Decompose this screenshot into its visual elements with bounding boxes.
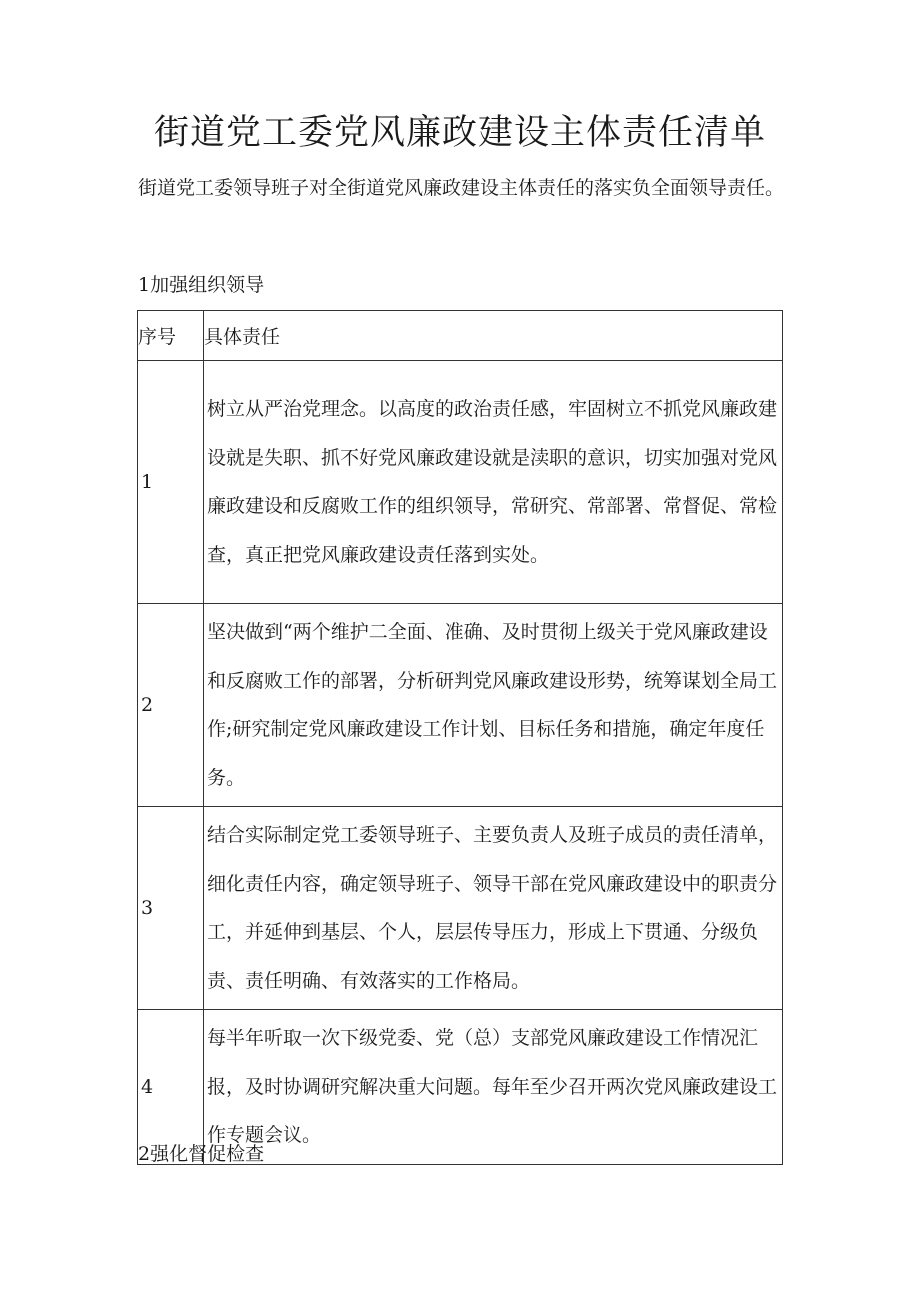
intro-paragraph: 街道党工委领导班子对全街道党风廉政建设主体责任的落实负全面领导责任。: [138, 177, 785, 199]
table-header-row: [138, 311, 783, 361]
row-text: 每半年听取一次下级党委、党（总）支部党风廉政建设工作情况汇报，及时协调研究解决重大问题。每年至少召开两次党风廉政建设工作专题会议。: [204, 1010, 783, 1165]
row-number: 3: [138, 807, 204, 1010]
row-number: 2: [138, 604, 204, 807]
table-row: [138, 361, 783, 604]
row-number: 4: [138, 1010, 204, 1165]
section-heading-2: 2强化督促检查: [138, 1143, 265, 1165]
header-responsibility: 具体责任: [204, 311, 783, 361]
row-text: 树立从严治党理念。以高度的政治责任感，牢固树立不抓党风廉政建设就是失职、抓不好党风廉政建设就是渎职的意识，切实加强对党风廉政建设和反腐败工作的组织领导，常研究、常部署、常督促、常检查，真正把党风廉政建设责任落到实处。: [204, 361, 783, 604]
header-number: 序号: [138, 311, 204, 361]
document-title: 街道党工委党风廉政建设主体责任清单: [153, 113, 766, 153]
row-text: 坚决做到“两个维护二全面、准确、及时贯彻上级关于党风廉政建设和反腐败工作的部署，分析研判党风廉政建设形势，统筹谋划全局工作;研究制定党风廉政建设工作计划、目标任务和措施，确定年度任务。: [204, 604, 783, 807]
section-heading-1: 1加强组织领导: [138, 274, 265, 296]
row-number: 1: [138, 361, 204, 604]
table-row: [138, 604, 783, 807]
row-text: 结合实际制定党工委领导班子、主要负责人及班子成员的责任清单，细化责任内容，确定领导班子、领导干部在党风廉政建设中的职责分工，并延伸到基层、个人，层层传导压力，形成上下贯通、分级负责、责任明确、有效落实的工作格局。: [204, 807, 783, 1010]
responsibility-table: [137, 310, 783, 1165]
table-row: [138, 807, 783, 1010]
